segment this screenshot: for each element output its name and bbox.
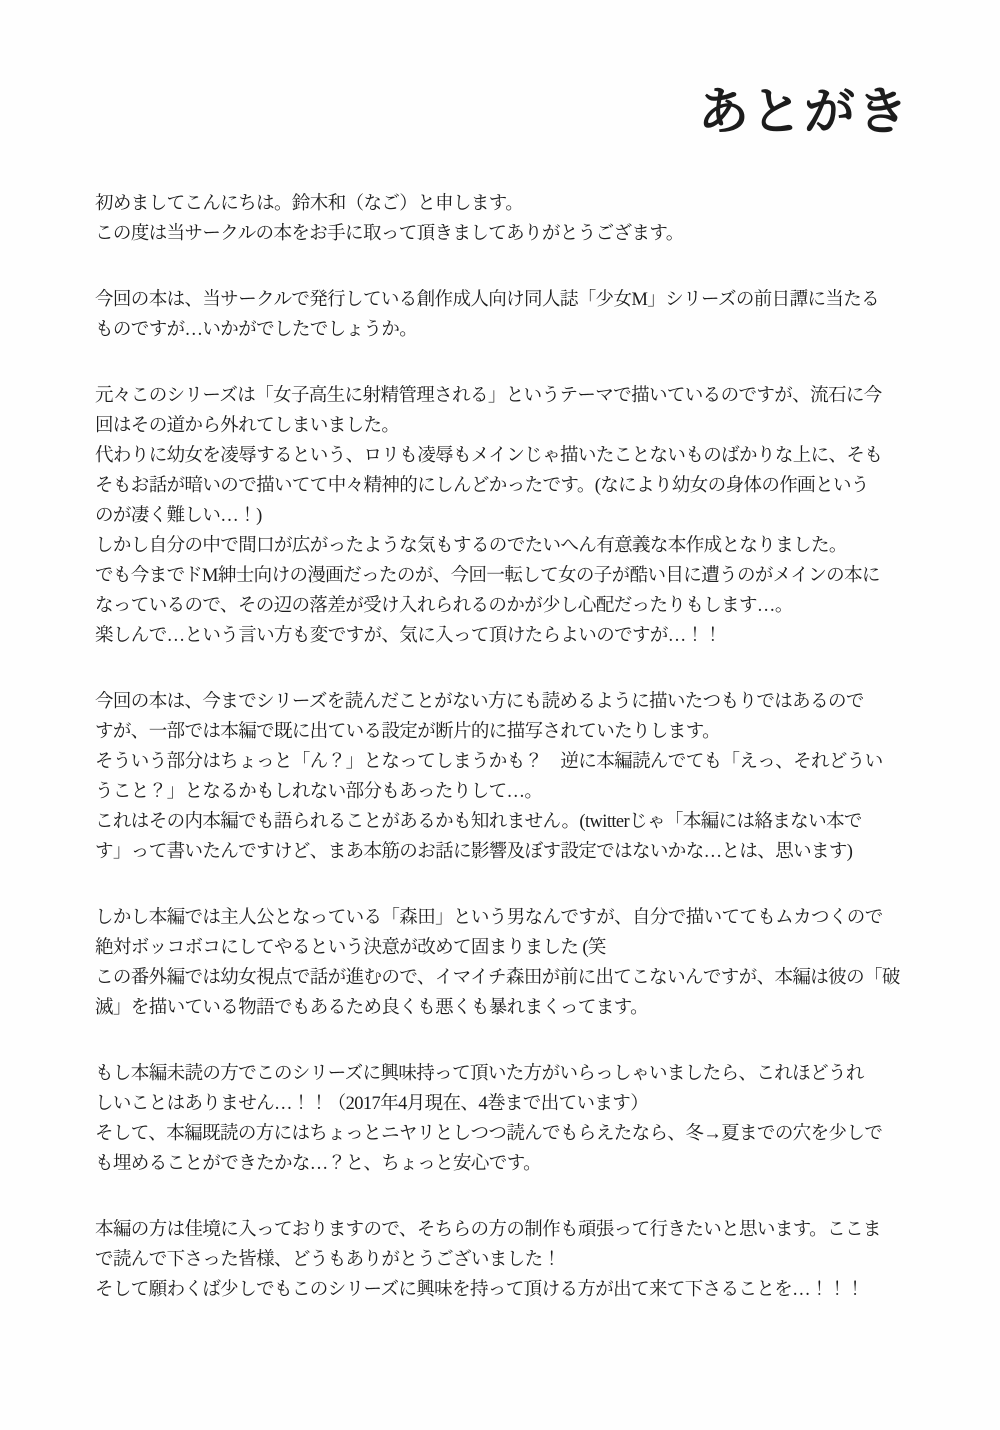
text-line: そもお話が暗いので描いてて中々精神的にしんどかったです。(なにより幼女の身体の作画という	[95, 476, 869, 496]
text-line: もし本編未読の方でこのシリーズに興味持って頂いた方がいらっしゃいましたら、これほどうれ	[95, 1064, 864, 1084]
text-line: そして願わくば少しでもこのシリーズに興味を持って頂ける方が出て来て下さることを…！！！	[95, 1280, 864, 1300]
text-line: 本編の方は佳境に入っておりますので、そちらの方の制作も頑張って行きたいと思います。ここま	[95, 1220, 881, 1240]
afterword-paragraph	[95, 285, 895, 345]
text-line: 今回の本は、当サークルで発行している創作成人向け同人誌「少女M」シリーズの前日譚に当たる	[95, 290, 880, 310]
text-line: うこと？」となるかもしれない部分もあったりして…。	[95, 782, 543, 802]
afterword-paragraph	[95, 381, 895, 651]
text-line: ものですが…いかがでしたでしょうか。	[95, 320, 418, 340]
text-line: 楽しんで…という言い方も変ですが、気に入って頂けたらよいのですが…！！	[95, 626, 722, 646]
afterword-paragraph	[95, 189, 895, 249]
text-line: すが、一部では本編で既に出ている設定が断片的に描写されていたりします。	[95, 722, 721, 742]
text-line: 今回の本は、今までシリーズを読んだことがない方にも読めるように描いたつもりではあるので	[95, 692, 864, 712]
text-line: そして、本編既読の方にはちょっとニヤリとしつつ読んでもらえたなら、冬→夏までの穴を少しで	[95, 1124, 883, 1144]
text-line: しいことはありません…！！（2017年4月現在、4巻まで出ています）	[95, 1094, 649, 1114]
text-line: 回はその道から外れてしまいました。	[95, 416, 400, 436]
afterword-body	[95, 189, 900, 1305]
afterword-paragraph	[95, 1215, 895, 1305]
text-line: 初めましてこんにちは。鈴木和（なご）と申します。	[95, 194, 524, 214]
text-line: 絶対ボッコボコにしてやるという決意が改めて固まりました (笑	[95, 938, 606, 958]
text-line: 元々このシリーズは「女子高生に射精管理される」というテーマで描いているのですが、流石に今	[95, 386, 882, 406]
text-line: のが凄く難しい…！)	[95, 506, 262, 526]
text-line: そういう部分はちょっと「ん？」となってしまうかも？ 逆に本編読んでても「えっ、それどうい	[95, 752, 883, 772]
text-line: 滅」を描いている物語でもあるため良くも悪くも暴れまくってます。	[95, 998, 649, 1018]
afterword-paragraph	[95, 1059, 895, 1179]
text-line: でも今までドM紳士向けの漫画だったのが、今回一転して女の子が酷い目に遭うのがメインの本に	[95, 566, 880, 586]
text-line: で読んで下さった皆様、どうもありがとうございました！	[95, 1250, 561, 1270]
text-line: 代わりに幼女を凌辱するという、ロリも凌辱もメインじゃ描いたことないものばかりな上に、そも	[95, 446, 883, 466]
text-line: この番外編では幼女視点で話が進むので、イマイチ森田が前に出てこないんですが、本編は彼の「破	[95, 968, 900, 988]
afterword-paragraph	[95, 903, 900, 1023]
text-line: この度は当サークルの本をお手に取って頂きましてありがとうござます。	[95, 224, 684, 244]
text-line: なっているので、その辺の落差が受け入れられるのかが少し心配だったりもします…。	[95, 596, 793, 616]
afterword-paragraph	[95, 687, 895, 867]
text-line: しかし本編では主人公となっている「森田」という男なんですが、自分で描いててもムカつくので	[95, 908, 883, 928]
text-line: しかし自分の中で間口が広がったような気もするのでたいへん有意義な本作成となりました。	[95, 536, 847, 556]
text-line: も埋めることができたかな…？と、ちょっと安心です。	[95, 1154, 542, 1174]
page-title: あとがき	[697, 83, 910, 140]
text-line: これはその内本編でも語られることがあるかも知れません。(twitterじゃ「本編には絡まない本で	[95, 812, 862, 832]
text-line: す」って書いたんですけど、まあ本筋のお話に影響及ぼす設定ではないかな…とは、思います)	[95, 842, 853, 862]
